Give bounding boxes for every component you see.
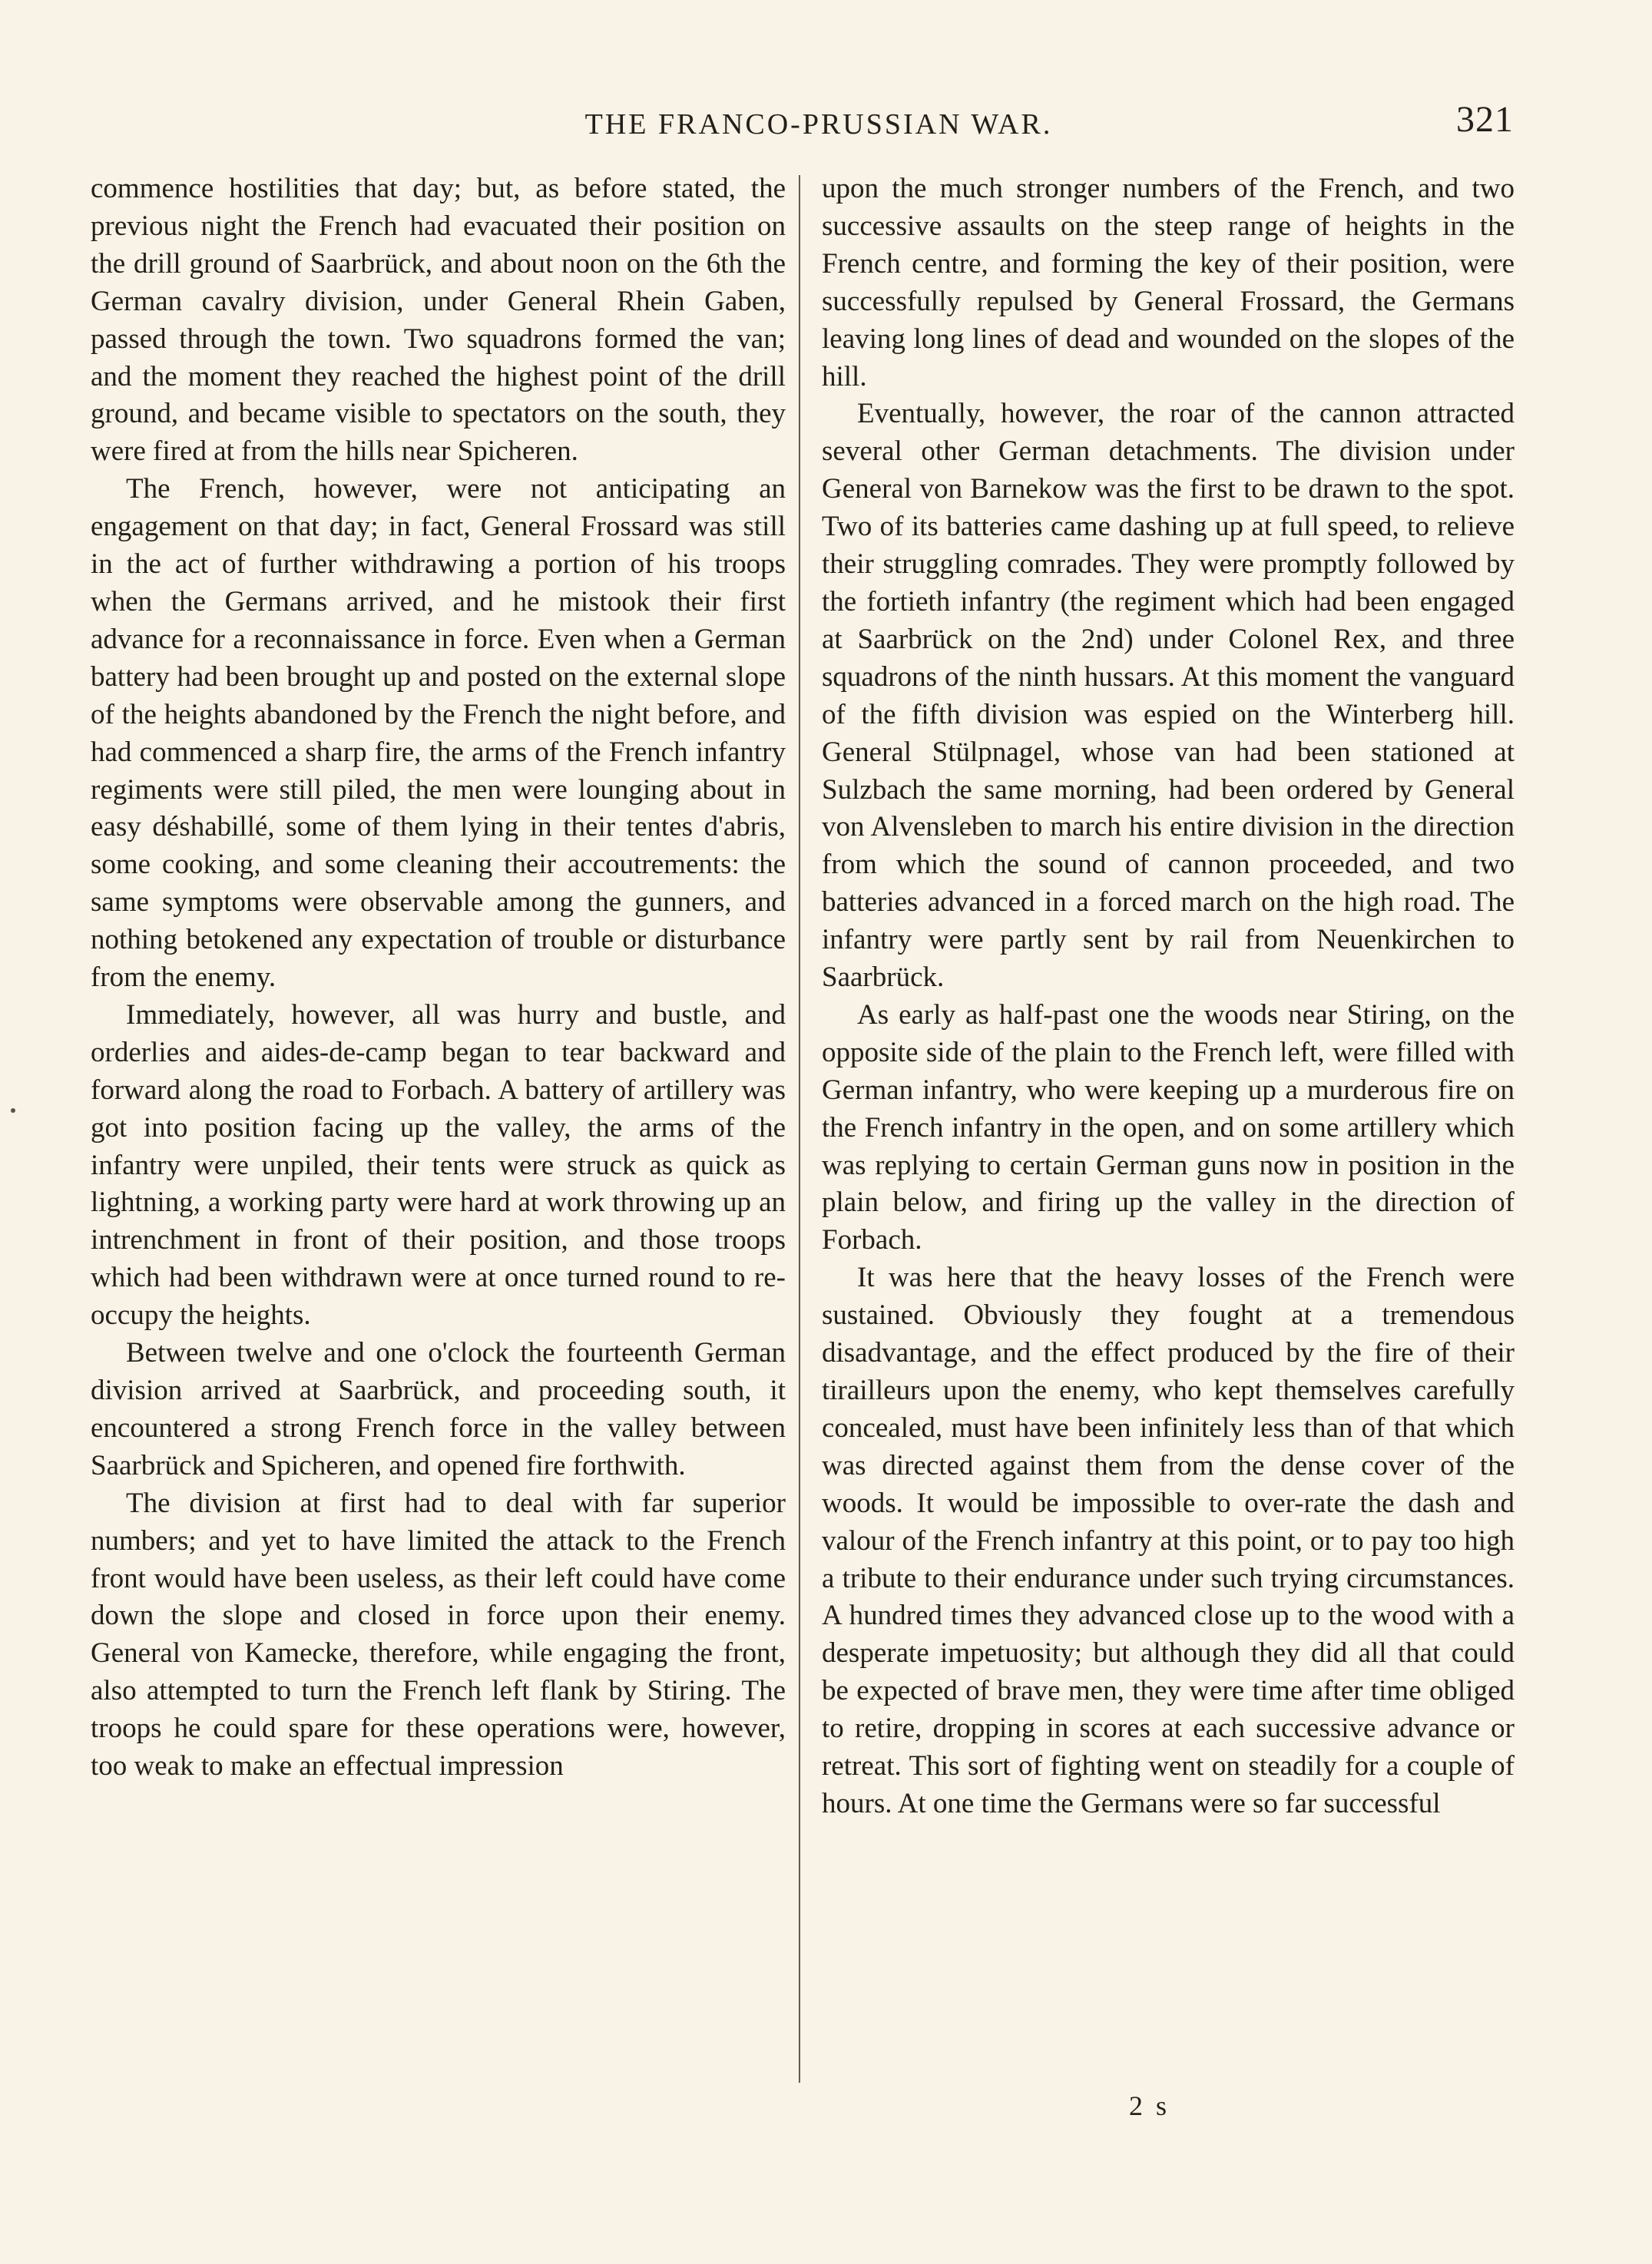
signature-mark: 2 s: [1129, 2090, 1170, 2121]
left-column: [91, 170, 786, 1786]
running-title: THE FRANCO-PRUSSIAN WAR.: [584, 108, 1053, 141]
margin-mark: [11, 1108, 15, 1113]
page-header: [0, 101, 1652, 147]
right-column: [822, 170, 1515, 1823]
paragraph: The division at first had to deal with far superior numbers; and yet to have limited the attack to the French front would have been useless, as their left could have come down the slope and closed in force upon their enemy. General von Kamecke, therefore, while engaging the front, also attempted to turn the French left flank by Stiring. The troops he could spare for these operations were, however, too weak to make an effectual impression: [91, 1487, 786, 1782]
paragraph: upon the much stronger numbers of the French, and two successive assaults on the steep range of heights in the French centre, and forming the key of their position, were successfully repulsed by General Frossard, the Germans leaving long lines of dead and wounded on the slopes of the hill.: [822, 173, 1515, 392]
paragraph: As early as half-past one the woods near Stiring, on the opposite side of the plain to the French left, were filled with German infantry, who were keeping up a murderous fire on the French infantry in the open, and on some artillery which was replying to certain German guns now in position in the plain below, and firing up the valley in the direction of Forbach.: [822, 998, 1515, 1256]
page-number: 321: [1456, 99, 1514, 140]
paragraph: The French, however, were not anticipating an engagement on that day; in fact, General Frossard was still in the act of further withdrawing a portion of his troops when the Germans arrived, and he mistook their first advance for a reconnaissance in force. Even when a German battery had been brought up and posted on the external slope of the heights abandoned by the French the night before, and had commenced a sharp fire, the arms of the French infantry regiments were still piled, the men were lounging about in easy déshabillé, some of them lying in their tentes d'abris, some cooking, and some cleaning their accoutrements: the same symptoms were observable among the gunners, and nothing betokened any expectation of trouble or disturbance from the enemy.: [91, 473, 786, 994]
paragraph: Between twelve and one o'clock the fourteenth German division arrived at Saarbrück, and proceeding south, it encountered a strong French force in the valley between Saarbrück and Spicheren, and opened fire forthwith.: [91, 1337, 786, 1481]
paragraph: Eventually, however, the roar of the cannon attracted several other German detachments. The division under General von Barnekow was the first to be drawn to the spot. Two of its batteries came dashing up at full speed, to relieve their struggling comrades. They were promptly followed by the fortieth infantry (the regiment which had been engaged at Saarbrück on the 2nd) under Colonel Rex, and three squadrons of the ninth hussars. At this moment the vanguard of the fifth division was espied on the Winterberg hill. General Stülpnagel, whose van had been stationed at Sulzbach the same morning, had been ordered by General von Alvensleben to march his entire division in the direction from which the sound of cannon proceeded, and two batteries advanced in a forced march on the high road. The infantry were partly sent by rail from Neuenkirchen to Saarbrück.: [822, 398, 1515, 994]
paragraph: Immediately, however, all was hurry and bustle, and orderlies and aides-de-camp began to tear backward and forward along the road to Forbach. A battery of artillery was got into position facing up the valley, the arms of the infantry were unpiled, their tents were struck as quick as lightning, a working party were hard at work throwing up an intrenchment in front of their position, and those troops which had been withdrawn were at once turned round to re-occupy the heights.: [91, 998, 786, 1332]
column-divider: [799, 175, 800, 2083]
paragraph: It was here that the heavy losses of the French were sustained. Obviously they fought at a tremendous disadvantage, and the effect produced by the fire of their tirailleurs upon the enemy, who kept themselves carefully concealed, must have been infinitely less than of that which was directed against them from the dense cover of the woods. It would be impossible to over-rate the dash and valour of the French infantry at this point, or to pay too high a tribute to their endurance under such trying circumstances. A hundred times they advanced close up to the wood with a desperate impetuosity; but although they did all that could be expected of brave men, they were time after time obliged to retire, dropping in scores at each successive advance or retreat. This sort of fighting went on steadily for a couple of hours. At one time the Germans were so far successful: [822, 1262, 1515, 1819]
paragraph: commence hostilities that day; but, as before stated, the previous night the French had evacuated their position on the drill ground of Saarbrück, and about noon on the 6th the German cavalry division, under General Rhein Gaben, passed through the town. Two squadrons formed the van; and the moment they reached the highest point of the drill ground, and became visible to spectators on the south, they were fired at from the hills near Spicheren.: [91, 173, 786, 468]
